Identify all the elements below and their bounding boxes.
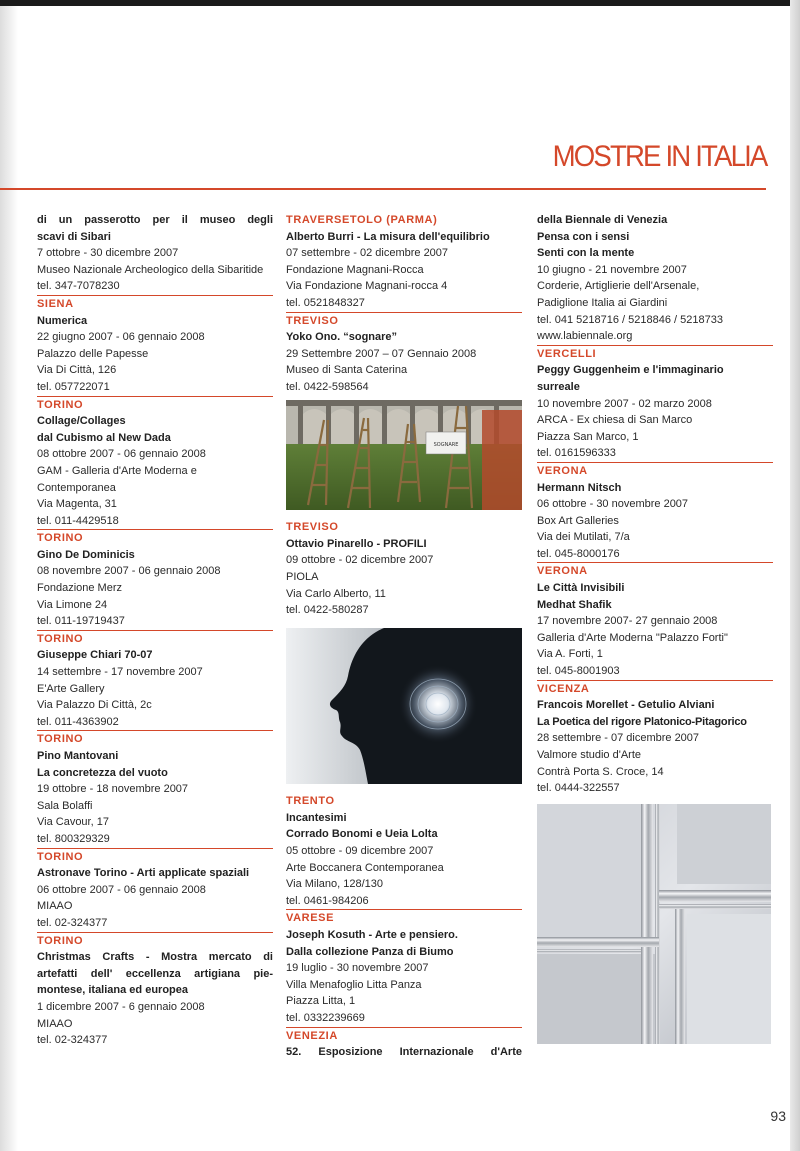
listing-venue: Museo Nazionale Archeologico della Sibaritide <box>37 263 264 276</box>
listing-date: 06 ottobre 2007 - 06 gennaio 2008 <box>37 883 206 896</box>
listing-address: Via Magenta, 31 <box>37 498 117 511</box>
page-right-edge <box>790 0 800 1151</box>
listing-city: TORINO <box>37 632 84 645</box>
listing-venue: Arte Boccanera Contemporanea <box>286 861 444 874</box>
listing-city: VERONA <box>537 464 588 477</box>
listing-website: www.labiennale.org <box>537 328 773 346</box>
listing <box>537 212 773 346</box>
listing-address: Via Carlo Alberto, 11 <box>286 587 386 600</box>
listing-phone: tel. 0444-322557 <box>537 782 620 795</box>
listing <box>37 849 273 933</box>
listing-date: 19 ottobre - 18 novembre 2007 <box>37 783 189 796</box>
listing-city: TORINO <box>37 398 84 411</box>
exhibition-photo-profile <box>286 628 522 790</box>
listing <box>537 463 773 564</box>
listing-title: Corrado Bonomi e Ueia Lolta <box>286 828 438 841</box>
listing-title: La concretezza del vuoto <box>37 766 168 779</box>
listing-city: TORINO <box>37 934 84 947</box>
exhibition-photo-steel-grid <box>537 804 773 1050</box>
page-top-edge <box>0 0 800 6</box>
listing-city: TREVISO <box>286 521 339 534</box>
listing-date: 09 ottobre - 02 dicembre 2007 <box>286 554 434 567</box>
listing-phone: tel. 045-8001903 <box>537 663 773 681</box>
listing <box>37 731 273 848</box>
listing <box>286 1028 522 1061</box>
listing-date: 08 novembre 2007 - 06 gennaio 2008 <box>37 565 221 578</box>
listing-phone: tel. 0161596333 <box>537 445 773 463</box>
listing <box>37 397 273 531</box>
listing-city: TORINO <box>37 850 84 863</box>
listing-title: Hermann Nitsch <box>537 481 622 494</box>
listing-title: dal Cubismo al New Dada <box>37 431 171 444</box>
listing-phone: tel. 041 5218716 / 5218846 / 5218733 <box>537 313 723 326</box>
listing-venue: Box Art Galleries <box>537 514 619 527</box>
listing-date: 19 luglio - 30 novembre 2007 <box>286 962 429 975</box>
listing <box>286 212 522 313</box>
listing <box>37 530 273 631</box>
listing-address: Via Palazzo Di Città, 2c <box>37 699 152 712</box>
listing <box>286 910 522 1027</box>
column-3 <box>537 212 773 1053</box>
column-1 <box>37 212 273 1049</box>
listing-title: Numerica <box>37 314 88 327</box>
listing <box>37 296 273 397</box>
listing-date: 22 giugno 2007 - 06 gennaio 2008 <box>37 331 205 344</box>
listing-address: Piazza Litta, 1 <box>286 995 356 1008</box>
listing-venue: MIAAO <box>37 900 73 913</box>
listing-venue: Villa Menafoglio Litta Panza <box>286 978 422 991</box>
listing-title: Gino De Dominicis <box>37 548 135 561</box>
listing-date: 17 novembre 2007- 27 gennaio 2008 <box>537 615 718 628</box>
listing <box>286 793 522 910</box>
listing-city: TREVISO <box>286 314 339 327</box>
listing-date: 14 settembre - 17 novembre 2007 <box>37 666 203 679</box>
listing-title: Collage/Collages <box>37 415 126 428</box>
listing-venue: Museo di Santa Caterina <box>286 364 408 377</box>
listing-date: 06 ottobre - 30 novembre 2007 <box>537 498 689 511</box>
listing-venue: Valmore studio d'Arte <box>537 749 642 761</box>
listing-city: TORINO <box>37 532 84 545</box>
listing-city: VARESE <box>286 912 335 925</box>
listing-phone: tel. 0332239669 <box>286 1010 522 1028</box>
listing-title: 52. Esposizione Internazionale d'Arte <box>286 1046 522 1059</box>
listing <box>37 933 273 1049</box>
page-number: 93 <box>770 1108 786 1124</box>
listing-address: Via Di Città, 126 <box>37 364 117 377</box>
listing-phone: tel. 045-8000176 <box>537 546 773 564</box>
listing-phone: tel. 0461-984206 <box>286 893 522 911</box>
listing-title: Christmas Crafts - Mostra mercato di <box>37 951 273 964</box>
listing-venue: Galleria d'Arte Moderna "Palazzo Forti" <box>537 631 728 644</box>
listing-title: Pensa con i sensi <box>537 230 630 243</box>
listing-venue: ARCA - Ex chiesa di San Marco <box>537 414 693 427</box>
listing-phone: tel. 02-324377 <box>37 915 273 933</box>
listing-phone: tel. 011-4363902 <box>37 714 273 732</box>
listing <box>537 681 773 797</box>
listing-venue: Contemporanea <box>37 481 116 494</box>
listing-title: Senti con la mente <box>537 247 635 260</box>
listing-phone: tel. 0521848327 <box>286 295 522 313</box>
listing-date: 1 dicembre 2007 - 6 gennaio 2008 <box>37 1000 205 1013</box>
listing-venue: Fondazione Merz <box>37 582 122 595</box>
listing-title: Peggy Guggenheim e l'immaginario <box>537 364 724 377</box>
listing-date: 10 giugno - 21 novembre 2007 <box>537 263 687 276</box>
listing-title: Medhat Shafik <box>537 598 612 611</box>
title-rule <box>0 188 766 190</box>
page-title: MOSTRE IN ITALIA <box>552 140 766 173</box>
listing-date: 29 Settembre 2007 – 07 Gennaio 2008 <box>286 347 477 360</box>
listing-venue: PIOLA <box>286 570 319 583</box>
listing-title: Giuseppe Chiari 70-07 <box>37 649 153 662</box>
listing-city: VERONA <box>537 565 588 578</box>
listing-venue: Padiglione Italia ai Giardini <box>537 296 668 309</box>
listing-title: Joseph Kosuth - Arte e pensiero. <box>286 929 458 942</box>
listing-address: Via Cavour, 17 <box>37 816 109 829</box>
listing-title: Pino Mantovani <box>37 750 119 762</box>
listing-venue: Fondazione Magnani-Rocca <box>286 263 424 276</box>
listing-title: Incantesimi <box>286 811 347 824</box>
listing-title: Dalla collezione Panza di Biumo <box>286 945 454 958</box>
listing-title: La Poetica del rigore Platonico-Pitagorico <box>537 715 747 728</box>
listing-phone: tel. 011-19719437 <box>37 613 273 631</box>
listing-address: Via A. Forti, 1 <box>537 648 603 661</box>
listing-title: Yoko Ono. “sognare” <box>286 331 398 344</box>
listing-title: di un passerotto per il museo degli <box>37 214 273 226</box>
listing-city: VENEZIA <box>286 1029 338 1042</box>
listing-date: 10 novembre 2007 - 02 marzo 2008 <box>537 397 712 410</box>
photo-sign-text: SOGNARE <box>433 441 459 448</box>
listing-venue: Palazzo delle Papesse <box>37 347 149 360</box>
listing-venue: Sala Bolaffi <box>37 799 93 812</box>
listing-address: Via Limone 24 <box>37 598 108 611</box>
listing-title: Francois Morellet - Getulio Alviani <box>537 699 715 712</box>
listing-title: Le Città Invisibili <box>537 582 625 595</box>
listing-date: 08 ottobre 2007 - 06 gennaio 2008 <box>37 448 206 461</box>
listing-phone: tel. 011-4429518 <box>37 513 273 531</box>
listing-date: 7 ottobre - 30 dicembre 2007 <box>37 247 179 260</box>
listing-title: Astronave Torino - Arti applicate spaziali <box>37 867 250 880</box>
listing-date: 28 settembre - 07 dicembre 2007 <box>537 732 700 745</box>
listing-city: TRAVERSETOLO (PARMA) <box>286 214 438 226</box>
listing-phone: tel. 0422-598564 <box>286 380 369 393</box>
listing-venue: MIAAO <box>37 1017 73 1030</box>
listing-phone: tel. 347-7078230 <box>37 278 273 296</box>
listing <box>286 313 522 396</box>
listing-phone: tel. 0422-580287 <box>286 604 369 617</box>
listing-title: artefatti dell' eccellenza artigiana pie- <box>37 967 273 980</box>
column-2 <box>286 212 522 1061</box>
listing <box>537 346 773 463</box>
listing-city: VERCELLI <box>537 347 597 360</box>
listing-address: Piazza San Marco, 1 <box>537 430 639 443</box>
listing-phone: tel. 02-324377 <box>37 1034 108 1047</box>
listing-address: Via Fondazione Magnani-rocca 4 <box>286 280 448 293</box>
listing-address: Via dei Mutilati, 7/a <box>537 531 630 544</box>
listing <box>537 563 773 680</box>
listing-city: TRENTO <box>286 795 335 808</box>
listing-phone: tel. 800329329 <box>37 831 273 849</box>
page-shadow <box>0 0 18 1151</box>
listing-venue: Corderie, Artiglierie dell'Arsenale, <box>537 280 700 293</box>
listing-address: Via Milano, 128/130 <box>286 878 384 891</box>
listing-title: Alberto Burri - La misura dell'equilibrio <box>286 230 490 243</box>
exhibition-photo-ladders <box>286 400 522 516</box>
listing-title: Ottavio Pinarello - PROFILI <box>286 537 427 550</box>
listing-phone: tel. 057722071 <box>37 379 273 397</box>
listing-date: 05 ottobre - 09 dicembre 2007 <box>286 845 434 858</box>
listing-title: surreale <box>537 380 580 393</box>
listing-city: TORINO <box>37 733 84 746</box>
listing-date: 07 settembre - 02 dicembre 2007 <box>286 247 449 260</box>
listing-city: VICENZA <box>537 682 590 695</box>
listing-title: della Biennale di Venezia <box>537 214 668 226</box>
listing-title: montese, italiana ed europea <box>37 984 188 997</box>
listing-address: Contrà Porta S. Croce, 14 <box>537 765 664 778</box>
listing <box>286 519 522 619</box>
listing-venue: GAM - Galleria d'Arte Moderna e <box>37 464 197 477</box>
listing-venue: E'Arte Gallery <box>37 682 105 695</box>
listing-city: SIENA <box>37 297 74 310</box>
listing <box>37 631 273 732</box>
listing <box>37 212 273 296</box>
listing-title: scavi di Sibari <box>37 230 111 243</box>
